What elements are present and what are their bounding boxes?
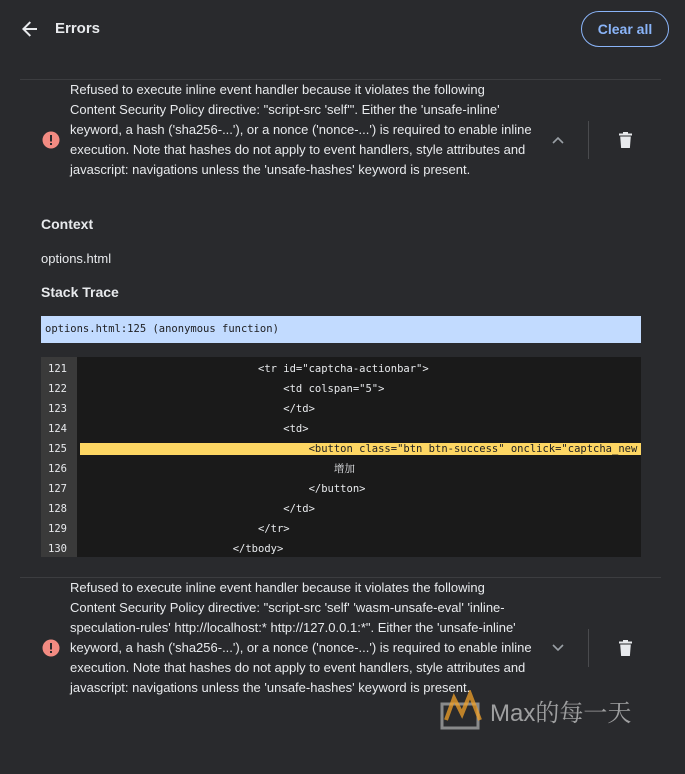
- arrow-back-icon: [22, 21, 38, 37]
- header: [0, 0, 685, 58]
- line-code: </button>: [81, 483, 366, 495]
- line-code: <tr id="captcha-actionbar">: [81, 363, 429, 375]
- line-code: </tr>: [81, 523, 290, 535]
- delete-button[interactable]: [613, 636, 637, 660]
- code-line: [41, 499, 641, 519]
- code-line-highlighted: [41, 439, 641, 459]
- chevron-up-icon: [552, 136, 564, 144]
- line-code: </td>: [81, 503, 315, 515]
- code-line: [41, 479, 641, 499]
- trash-icon: [619, 640, 632, 656]
- line-number: 127: [48, 483, 67, 495]
- error-message: Refused to execute inline event handler because it violates the following Content Security Policy directive: "script-src 'self'". Either the 'unsafe-inline' keyword, a hash ('sha256-...'), or a nonce ('nonce-...') is required to enable inline execution. Note that hashes do not apply to event handlers, style attributes and javascript: navigations unless the 'unsafe-hashes' keyword is present.: [70, 82, 532, 177]
- watermark-text: Max的每一天: [490, 699, 632, 727]
- clear-all-button[interactable]: Clear all: [581, 11, 669, 47]
- watermark-logo-icon: [440, 690, 484, 730]
- line-number: 126: [48, 463, 67, 475]
- chevron-down-icon: [552, 644, 564, 652]
- code-line: [41, 539, 641, 557]
- divider: [588, 121, 589, 159]
- code-line: [41, 399, 641, 419]
- line-code: <td colspan="5">: [81, 383, 385, 395]
- stack-trace-heading: Stack Trace: [41, 284, 119, 300]
- error-message: Refused to execute inline event handler because it violates the following Content Security Policy directive: "script-src 'self' 'wasm-unsafe-eval' 'inline-speculation-rules' http://localhost:* http://127.0.0.1:*". Either the 'unsafe-inline' keyword, a hash ('sha256-...'), or a nonce ('nonce-...') is required to enable inline execution. Note that hashes do not apply to event handlers, style attributes and javascript: navigations unless the 'unsafe-hashes' keyword is present.: [70, 580, 532, 695]
- line-number: 121: [48, 363, 67, 375]
- code-line: [41, 419, 641, 439]
- back-button[interactable]: [18, 17, 42, 41]
- line-code: </td>: [81, 403, 315, 415]
- divider: [588, 629, 589, 667]
- watermark: [440, 688, 670, 732]
- trash-icon: [619, 132, 632, 148]
- error-icon: [42, 639, 60, 657]
- page-title: Errors: [55, 20, 101, 37]
- line-number: 128: [48, 503, 67, 515]
- code-line: [41, 459, 641, 479]
- stack-frame[interactable]: options.html:125 (anonymous function): [41, 316, 641, 343]
- line-number: 125: [48, 443, 67, 455]
- delete-button[interactable]: [613, 128, 637, 152]
- line-code: 增加: [81, 463, 355, 475]
- line-number: 129: [48, 523, 67, 535]
- line-number: 124: [48, 423, 67, 435]
- line-code: <td>: [81, 423, 309, 435]
- code-line: [41, 519, 641, 539]
- context-value: options.html: [41, 251, 112, 266]
- line-code: <button class="btn btn-success" onclick="captcha_new: [81, 443, 638, 455]
- line-number: 122: [48, 383, 67, 395]
- line-number: 130: [48, 543, 67, 555]
- expand-button[interactable]: [545, 635, 571, 661]
- collapse-button[interactable]: [545, 127, 571, 153]
- error-icon: [42, 131, 60, 149]
- line-code: </tbody>: [81, 543, 284, 555]
- context-heading: Context: [41, 216, 94, 232]
- code-viewer: [41, 357, 641, 557]
- error-item[interactable]: [20, 80, 661, 200]
- line-number: 123: [48, 403, 67, 415]
- code-line: [41, 359, 641, 379]
- code-line: [41, 379, 641, 399]
